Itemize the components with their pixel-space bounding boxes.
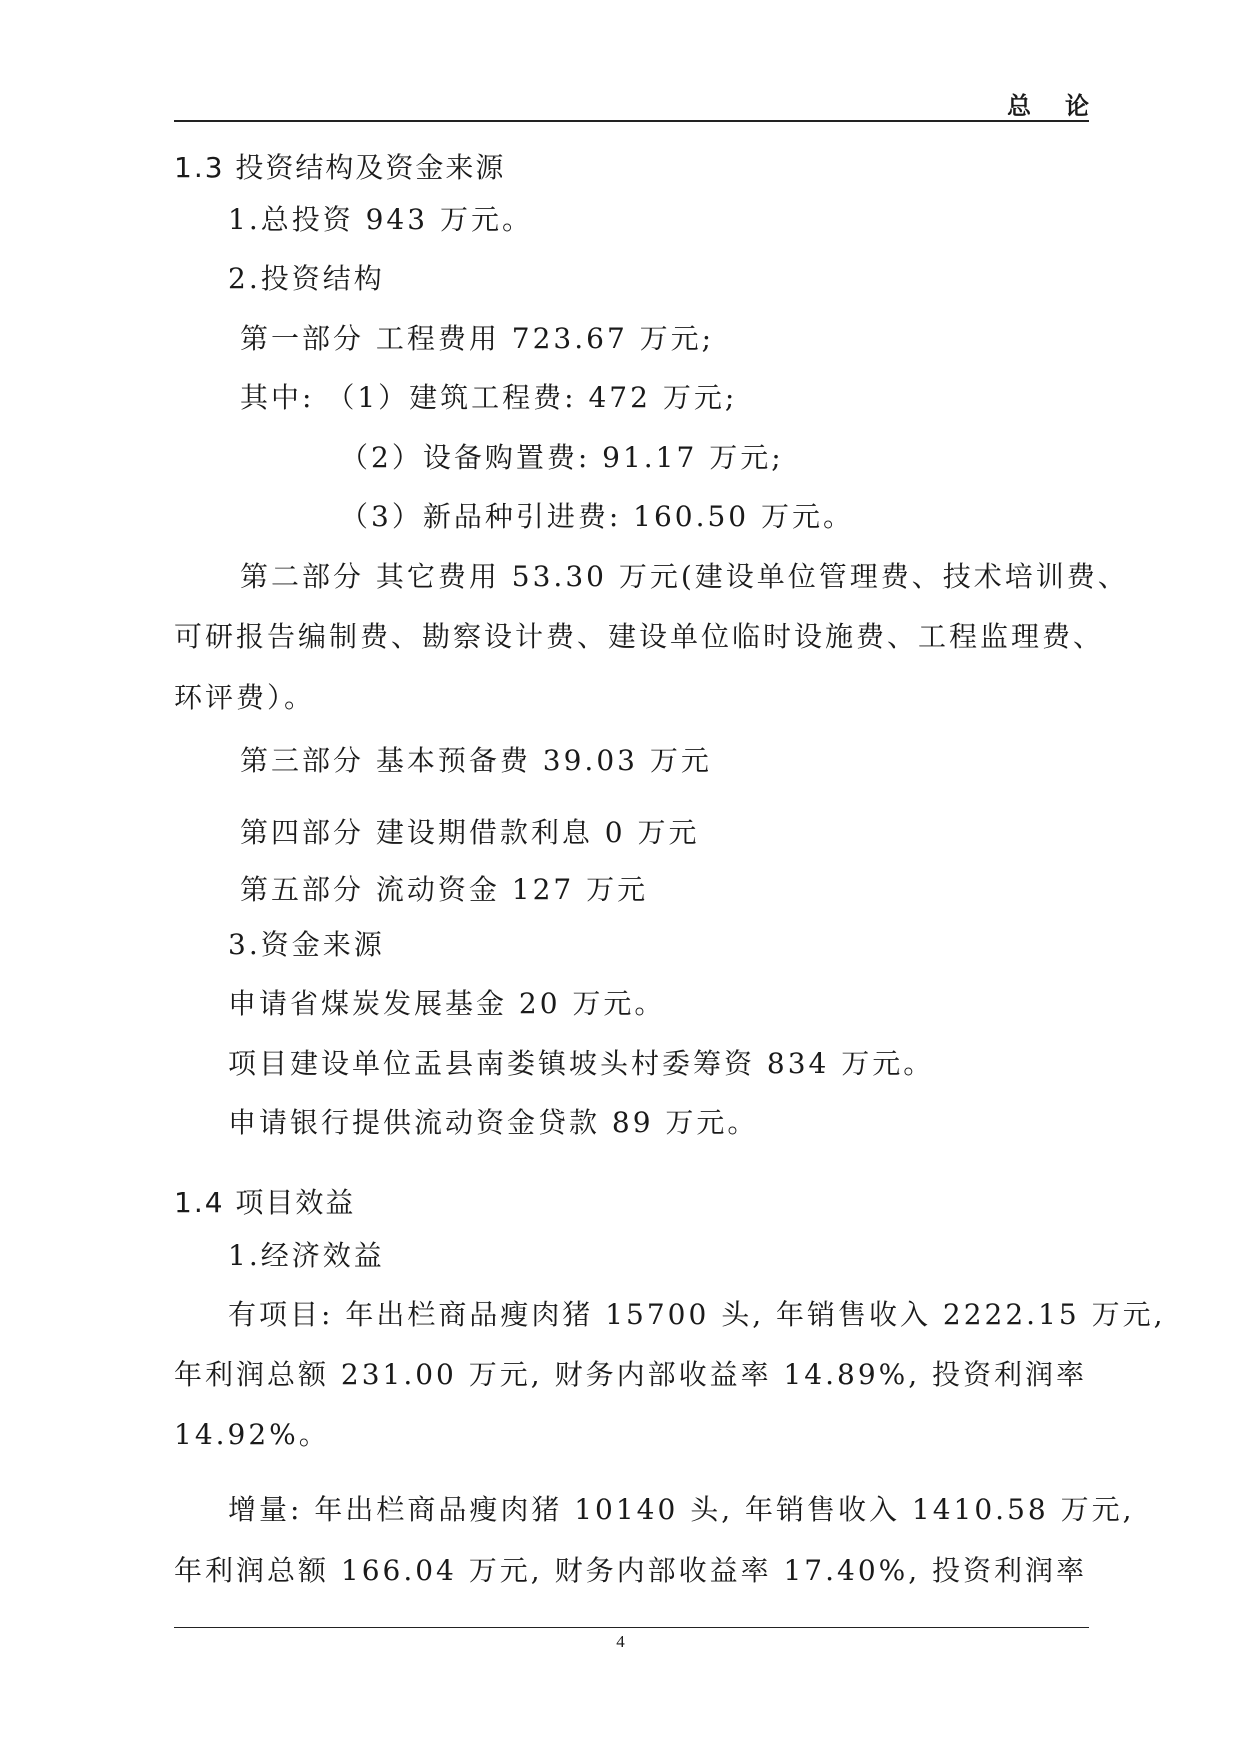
paragraph-line: （2）设备购置费: 91.17 万元;	[340, 441, 784, 474]
paragraph-line: （3）新品种引进费: 160.50 万元。	[340, 500, 855, 533]
paragraph-line: 1.总投资 943 万元。	[228, 203, 533, 236]
paragraph-line: 3.资金来源	[228, 928, 385, 961]
running-header: 总论	[1007, 92, 1123, 120]
page-number: 4	[616, 1632, 625, 1651]
paragraph-line: 申请省煤炭发展基金 20 万元。	[228, 987, 666, 1020]
paragraph-line: 有项目: 年出栏商品瘦肉猪 15700 头, 年销售收入 2222.15 万元,	[228, 1298, 1166, 1331]
paragraph-line: 申请银行提供流动资金贷款 89 万元。	[228, 1106, 759, 1139]
paragraph-line: 第四部分 建设期借款利息 0 万元	[240, 816, 700, 849]
paragraph-line: 第一部分 工程费用 723.67 万元;	[240, 322, 715, 355]
paragraph-line: 1.经济效益	[228, 1239, 385, 1272]
section-heading-1-3: 1.3 投资结构及资金来源	[174, 151, 506, 184]
paragraph-line: 年利润总额 166.04 万元, 财务内部收益率 17.40%, 投资利润率	[174, 1554, 1088, 1587]
paragraph-line: 第五部分 流动资金 127 万元	[240, 873, 649, 906]
paragraph-line: 第三部分 基本预备费 39.03 万元	[240, 744, 712, 777]
paragraph-line: 增量: 年出栏商品瘦肉猪 10140 头, 年销售收入 1410.58 万元,	[228, 1493, 1135, 1526]
paragraph-line: 2.投资结构	[228, 262, 385, 295]
paragraph-line: 可研报告编制费、勘察设计费、建设单位临时设施费、工程监理费、	[174, 620, 1105, 653]
header-rule	[174, 120, 1089, 122]
paragraph-line: 第二部分 其它费用 53.30 万元(建设单位管理费、技术培训费、	[240, 560, 1129, 593]
paragraph-line: 14.92%。	[174, 1418, 330, 1451]
paragraph-line: 其中: （1）建筑工程费: 472 万元;	[240, 381, 738, 414]
paragraph-line: 年利润总额 231.00 万元, 财务内部收益率 14.89%, 投资利润率	[174, 1358, 1088, 1391]
paragraph-line: 环评费）。	[174, 681, 316, 714]
footer-rule	[174, 1627, 1089, 1628]
paragraph-line: 项目建设单位盂县南娄镇坡头村委筹资 834 万元。	[228, 1047, 935, 1080]
section-heading-1-4: 1.4 项目效益	[174, 1186, 356, 1219]
